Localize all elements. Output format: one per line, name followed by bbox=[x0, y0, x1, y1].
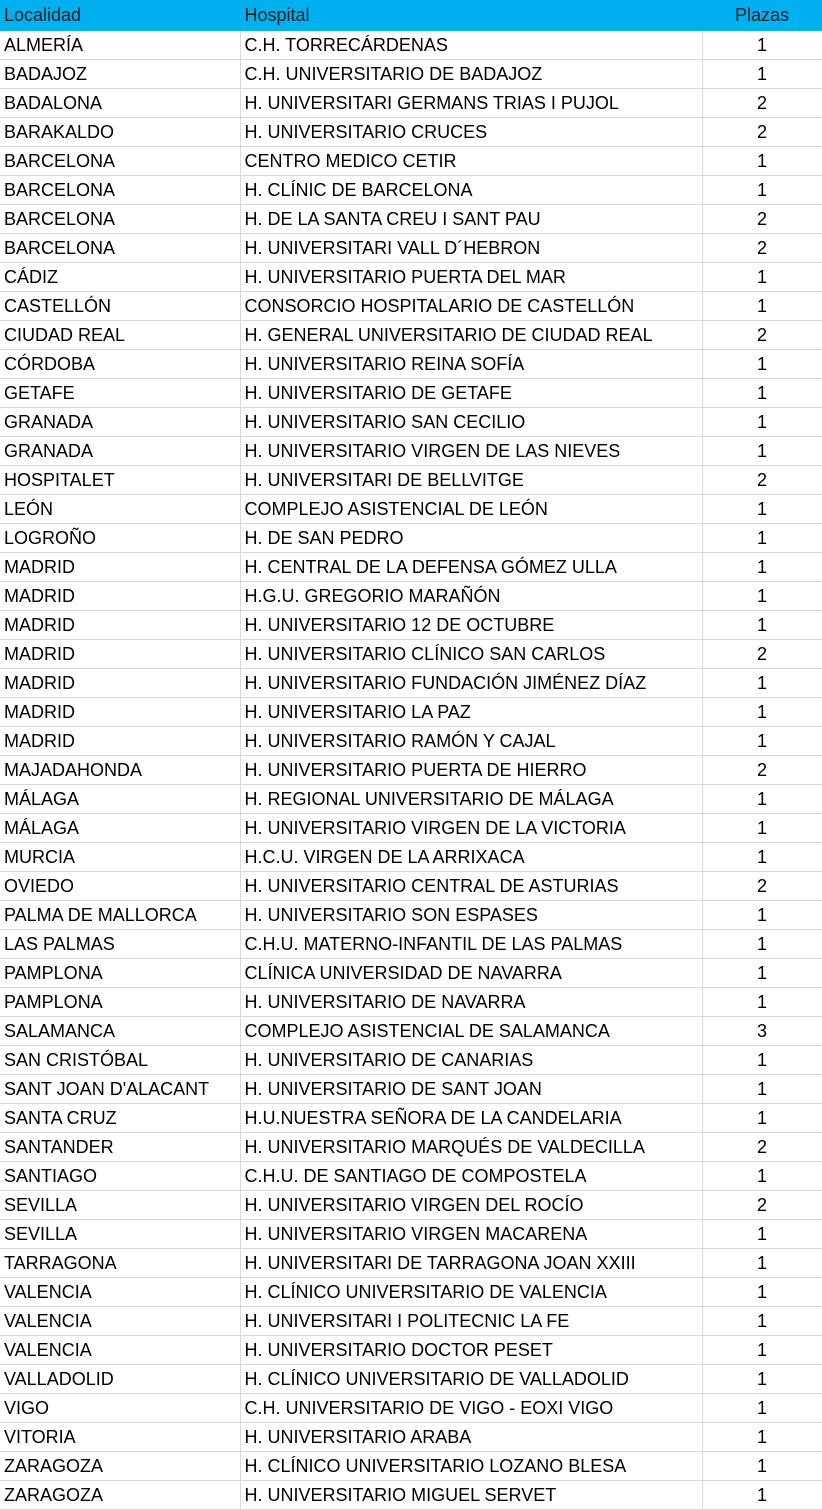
cell-plazas[interactable]: 1 bbox=[702, 1219, 822, 1248]
cell-plazas[interactable]: 1 bbox=[702, 1103, 822, 1132]
cell-hospital[interactable]: COMPLEJO ASISTENCIAL DE SALAMANCA bbox=[240, 1016, 702, 1045]
table-row bbox=[0, 1190, 822, 1219]
cell-plazas[interactable]: 1 bbox=[702, 1393, 822, 1422]
column-header-hospital[interactable]: Hospital bbox=[240, 0, 702, 30]
table-row bbox=[0, 407, 822, 436]
table-row bbox=[0, 668, 822, 697]
table-row bbox=[0, 639, 822, 668]
cell-plazas[interactable]: 1 bbox=[702, 1248, 822, 1277]
cell-localidad[interactable]: SALAMANCA bbox=[0, 1016, 240, 1045]
column-header-localidad[interactable]: Localidad bbox=[0, 0, 240, 30]
cell-plazas[interactable]: 1 bbox=[702, 958, 822, 987]
cell-hospital[interactable]: H. UNIVERSITARI VALL D´HEBRON bbox=[240, 233, 702, 262]
cell-hospital[interactable]: C.H. UNIVERSITARIO DE BADAJOZ bbox=[240, 59, 702, 88]
cell-plazas[interactable]: 1 bbox=[702, 146, 822, 175]
cell-plazas[interactable]: 2 bbox=[702, 233, 822, 262]
cell-hospital[interactable]: H. UNIVERSITARIO FUNDACIÓN JIMÉNEZ DÍAZ bbox=[240, 668, 702, 697]
table-row bbox=[0, 175, 822, 204]
cell-plazas[interactable]: 2 bbox=[702, 639, 822, 668]
cell-plazas[interactable]: 2 bbox=[702, 117, 822, 146]
table-row bbox=[0, 378, 822, 407]
table-row bbox=[0, 320, 822, 349]
header-row bbox=[0, 0, 822, 30]
cell-localidad[interactable]: BARCELONA bbox=[0, 146, 240, 175]
cell-localidad[interactable]: LAS PALMAS bbox=[0, 929, 240, 958]
cell-plazas[interactable]: 1 bbox=[702, 1074, 822, 1103]
table-row bbox=[0, 1016, 822, 1045]
cell-localidad[interactable]: SANTIAGO bbox=[0, 1161, 240, 1190]
cell-hospital[interactable]: H. UNIVERSITARIO DOCTOR PESET bbox=[240, 1335, 702, 1364]
cell-localidad[interactable]: ALMERÍA bbox=[0, 30, 240, 59]
table-row bbox=[0, 1103, 822, 1132]
cell-hospital[interactable]: H. UNIVERSITARIO DE GETAFE bbox=[240, 378, 702, 407]
cell-localidad[interactable]: BADAJOZ bbox=[0, 59, 240, 88]
cell-hospital[interactable]: H. CENTRAL DE LA DEFENSA GÓMEZ ULLA bbox=[240, 552, 702, 581]
cell-hospital[interactable]: H. UNIVERSITARIO DE NAVARRA bbox=[240, 987, 702, 1016]
cell-plazas[interactable]: 1 bbox=[702, 175, 822, 204]
cell-hospital[interactable]: H. UNIVERSITARIO SAN CECILIO bbox=[240, 407, 702, 436]
cell-plazas[interactable]: 1 bbox=[702, 407, 822, 436]
cell-plazas[interactable]: 1 bbox=[702, 900, 822, 929]
cell-hospital[interactable]: H. UNIVERSITARI GERMANS TRIAS I PUJOL bbox=[240, 88, 702, 117]
cell-localidad[interactable]: MADRID bbox=[0, 581, 240, 610]
cell-hospital[interactable]: H. UNIVERSITARIO PUERTA DEL MAR bbox=[240, 262, 702, 291]
cell-localidad[interactable]: ZARAGOZA bbox=[0, 1451, 240, 1480]
cell-plazas[interactable]: 2 bbox=[702, 755, 822, 784]
table-row bbox=[0, 900, 822, 929]
table-row bbox=[0, 929, 822, 958]
cell-localidad[interactable]: MÁLAGA bbox=[0, 813, 240, 842]
cell-localidad[interactable]: BARCELONA bbox=[0, 175, 240, 204]
cell-plazas[interactable]: 1 bbox=[702, 552, 822, 581]
cell-localidad[interactable]: VALENCIA bbox=[0, 1306, 240, 1335]
cell-plazas[interactable]: 2 bbox=[702, 465, 822, 494]
cell-plazas[interactable]: 1 bbox=[702, 262, 822, 291]
cell-hospital[interactable]: C.H. TORRECÁRDENAS bbox=[240, 30, 702, 59]
cell-plazas[interactable]: 1 bbox=[702, 291, 822, 320]
cell-plazas[interactable]: 2 bbox=[702, 320, 822, 349]
cell-hospital[interactable]: H. CLÍNICO UNIVERSITARIO DE VALENCIA bbox=[240, 1277, 702, 1306]
table-row bbox=[0, 204, 822, 233]
table-row bbox=[0, 436, 822, 465]
table-row bbox=[0, 1451, 822, 1480]
cell-localidad[interactable]: MADRID bbox=[0, 552, 240, 581]
table-row bbox=[0, 958, 822, 987]
cell-plazas[interactable]: 1 bbox=[702, 610, 822, 639]
cell-hospital[interactable]: H. DE LA SANTA CREU I SANT PAU bbox=[240, 204, 702, 233]
cell-plazas[interactable]: 1 bbox=[702, 523, 822, 552]
table-row bbox=[0, 465, 822, 494]
cell-hospital[interactable]: H. UNIVERSITARIO VIRGEN DE LAS NIEVES bbox=[240, 436, 702, 465]
cell-plazas[interactable]: 1 bbox=[702, 349, 822, 378]
cell-plazas[interactable]: 1 bbox=[702, 494, 822, 523]
cell-plazas[interactable]: 1 bbox=[702, 1306, 822, 1335]
table-row bbox=[0, 552, 822, 581]
cell-hospital[interactable]: H. UNIVERSITARI DE BELLVITGE bbox=[240, 465, 702, 494]
cell-hospital[interactable]: H. UNIVERSITARI DE TARRAGONA JOAN XXIII bbox=[240, 1248, 702, 1277]
table-row bbox=[0, 871, 822, 900]
table-row bbox=[0, 1422, 822, 1451]
cell-localidad[interactable]: OVIEDO bbox=[0, 871, 240, 900]
cell-localidad[interactable]: LEÓN bbox=[0, 494, 240, 523]
cell-hospital[interactable]: H. UNIVERSITARIO LA PAZ bbox=[240, 697, 702, 726]
table-row bbox=[0, 726, 822, 755]
table-row bbox=[0, 581, 822, 610]
cell-plazas[interactable]: 1 bbox=[702, 784, 822, 813]
cell-localidad[interactable]: GETAFE bbox=[0, 378, 240, 407]
cell-plazas[interactable]: 1 bbox=[702, 1045, 822, 1074]
table-row bbox=[0, 1161, 822, 1190]
cell-hospital[interactable]: CONSORCIO HOSPITALARIO DE CASTELLÓN bbox=[240, 291, 702, 320]
cell-localidad[interactable]: MADRID bbox=[0, 610, 240, 639]
cell-localidad[interactable]: SAN CRISTÓBAL bbox=[0, 1045, 240, 1074]
cell-localidad[interactable]: SEVILLA bbox=[0, 1219, 240, 1248]
table-row bbox=[0, 1277, 822, 1306]
cell-hospital[interactable]: C.H. UNIVERSITARIO DE VIGO - EOXI VIGO bbox=[240, 1393, 702, 1422]
table-row bbox=[0, 813, 822, 842]
table-row bbox=[0, 755, 822, 784]
cell-localidad[interactable]: CÁDIZ bbox=[0, 262, 240, 291]
cell-hospital[interactable]: H. UNIVERSITARIO MIGUEL SERVET bbox=[240, 1480, 702, 1509]
cell-plazas[interactable]: 2 bbox=[702, 88, 822, 117]
table-row bbox=[0, 262, 822, 291]
cell-localidad[interactable]: TARRAGONA bbox=[0, 1248, 240, 1277]
column-header-plazas[interactable]: Plazas bbox=[702, 0, 822, 30]
cell-hospital[interactable]: H. GENERAL UNIVERSITARIO DE CIUDAD REAL bbox=[240, 320, 702, 349]
cell-localidad[interactable]: MÁLAGA bbox=[0, 784, 240, 813]
cell-plazas[interactable]: 1 bbox=[702, 1451, 822, 1480]
table-body bbox=[0, 30, 822, 1509]
cell-localidad[interactable]: MADRID bbox=[0, 668, 240, 697]
cell-localidad[interactable]: PAMPLONA bbox=[0, 987, 240, 1016]
cell-plazas[interactable]: 1 bbox=[702, 726, 822, 755]
cell-hospital[interactable]: H. UNIVERSITARIO CLÍNICO SAN CARLOS bbox=[240, 639, 702, 668]
cell-localidad[interactable]: MURCIA bbox=[0, 842, 240, 871]
cell-hospital[interactable]: C.H.U. DE SANTIAGO DE COMPOSTELA bbox=[240, 1161, 702, 1190]
cell-localidad[interactable]: VALENCIA bbox=[0, 1277, 240, 1306]
cell-plazas[interactable]: 1 bbox=[702, 1161, 822, 1190]
cell-localidad[interactable]: HOSPITALET bbox=[0, 465, 240, 494]
table-row bbox=[0, 291, 822, 320]
cell-localidad[interactable]: CÓRDOBA bbox=[0, 349, 240, 378]
cell-plazas[interactable]: 1 bbox=[702, 697, 822, 726]
cell-hospital[interactable]: H. CLÍNICO UNIVERSITARIO LOZANO BLESA bbox=[240, 1451, 702, 1480]
cell-plazas[interactable]: 1 bbox=[702, 1422, 822, 1451]
cell-localidad[interactable]: PALMA DE MALLORCA bbox=[0, 900, 240, 929]
table-row bbox=[0, 1045, 822, 1074]
cell-localidad[interactable]: ZARAGOZA bbox=[0, 1480, 240, 1509]
cell-localidad[interactable]: BARCELONA bbox=[0, 233, 240, 262]
cell-hospital[interactable]: H. UNIVERSITARIO VIRGEN MACARENA bbox=[240, 1219, 702, 1248]
cell-hospital[interactable]: H.G.U. GREGORIO MARAÑÓN bbox=[240, 581, 702, 610]
table-row bbox=[0, 1480, 822, 1509]
cell-plazas[interactable]: 1 bbox=[702, 436, 822, 465]
table-row bbox=[0, 1393, 822, 1422]
cell-plazas[interactable]: 2 bbox=[702, 1132, 822, 1161]
table-row bbox=[0, 697, 822, 726]
table-row bbox=[0, 987, 822, 1016]
cell-plazas[interactable]: 2 bbox=[702, 871, 822, 900]
cell-hospital[interactable]: H. UNIVERSITARI I POLITECNIC LA FE bbox=[240, 1306, 702, 1335]
cell-plazas[interactable]: 1 bbox=[702, 30, 822, 59]
cell-hospital[interactable]: H. DE SAN PEDRO bbox=[240, 523, 702, 552]
table-row bbox=[0, 30, 822, 59]
cell-hospital[interactable]: H. CLÍNIC DE BARCELONA bbox=[240, 175, 702, 204]
cell-plazas[interactable]: 2 bbox=[702, 204, 822, 233]
cell-hospital[interactable]: CLÍNICA UNIVERSIDAD DE NAVARRA bbox=[240, 958, 702, 987]
cell-plazas[interactable]: 1 bbox=[702, 1335, 822, 1364]
cell-localidad[interactable]: MADRID bbox=[0, 639, 240, 668]
cell-localidad[interactable]: GRANADA bbox=[0, 436, 240, 465]
cell-plazas[interactable]: 2 bbox=[702, 1190, 822, 1219]
table-header bbox=[0, 0, 822, 30]
cell-hospital[interactable]: H. UNIVERSITARIO DE CANARIAS bbox=[240, 1045, 702, 1074]
cell-localidad[interactable]: MAJADAHONDA bbox=[0, 755, 240, 784]
cell-plazas[interactable]: 1 bbox=[702, 1364, 822, 1393]
cell-hospital[interactable]: H. UNIVERSITARIO 12 DE OCTUBRE bbox=[240, 610, 702, 639]
cell-localidad[interactable]: PAMPLONA bbox=[0, 958, 240, 987]
table-row bbox=[0, 146, 822, 175]
cell-hospital[interactable]: H. UNIVERSITARIO CRUCES bbox=[240, 117, 702, 146]
cell-localidad[interactable]: MADRID bbox=[0, 726, 240, 755]
cell-localidad[interactable]: CASTELLÓN bbox=[0, 291, 240, 320]
table-row bbox=[0, 117, 822, 146]
cell-plazas[interactable]: 1 bbox=[702, 1480, 822, 1509]
table-row bbox=[0, 1364, 822, 1393]
table-row bbox=[0, 1248, 822, 1277]
cell-plazas[interactable]: 1 bbox=[702, 581, 822, 610]
table-row bbox=[0, 59, 822, 88]
cell-localidad[interactable]: GRANADA bbox=[0, 407, 240, 436]
cell-localidad[interactable]: VALENCIA bbox=[0, 1335, 240, 1364]
cell-localidad[interactable]: LOGROÑO bbox=[0, 523, 240, 552]
cell-plazas[interactable]: 1 bbox=[702, 378, 822, 407]
cell-localidad[interactable]: BARCELONA bbox=[0, 204, 240, 233]
cell-localidad[interactable]: BARAKALDO bbox=[0, 117, 240, 146]
table-row bbox=[0, 1219, 822, 1248]
cell-localidad[interactable]: SANTANDER bbox=[0, 1132, 240, 1161]
cell-hospital[interactable]: H. UNIVERSITARIO RAMÓN Y CAJAL bbox=[240, 726, 702, 755]
table-row bbox=[0, 784, 822, 813]
table-row bbox=[0, 842, 822, 871]
cell-localidad[interactable]: VITORIA bbox=[0, 1422, 240, 1451]
cell-hospital[interactable]: COMPLEJO ASISTENCIAL DE LEÓN bbox=[240, 494, 702, 523]
cell-hospital[interactable]: H. UNIVERSITARIO PUERTA DE HIERRO bbox=[240, 755, 702, 784]
table-row bbox=[0, 349, 822, 378]
cell-localidad[interactable]: CIUDAD REAL bbox=[0, 320, 240, 349]
cell-localidad[interactable]: SANT JOAN D'ALACANT bbox=[0, 1074, 240, 1103]
cell-localidad[interactable]: MADRID bbox=[0, 697, 240, 726]
cell-hospital[interactable]: H. UNIVERSITARIO ARABA bbox=[240, 1422, 702, 1451]
cell-plazas[interactable]: 1 bbox=[702, 842, 822, 871]
cell-localidad[interactable]: SEVILLA bbox=[0, 1190, 240, 1219]
cell-plazas[interactable]: 1 bbox=[702, 1277, 822, 1306]
table-row bbox=[0, 233, 822, 262]
cell-hospital[interactable]: H. UNIVERSITARIO REINA SOFÍA bbox=[240, 349, 702, 378]
table-row bbox=[0, 523, 822, 552]
table-row bbox=[0, 88, 822, 117]
cell-plazas[interactable]: 1 bbox=[702, 929, 822, 958]
table-row bbox=[0, 1074, 822, 1103]
cell-plazas[interactable]: 1 bbox=[702, 813, 822, 842]
cell-hospital[interactable]: H.C.U. VIRGEN DE LA ARRIXACA bbox=[240, 842, 702, 871]
table-row bbox=[0, 1335, 822, 1364]
table-row bbox=[0, 1306, 822, 1335]
cell-localidad[interactable]: VIGO bbox=[0, 1393, 240, 1422]
cell-hospital[interactable]: H. CLÍNICO UNIVERSITARIO DE VALLADOLID bbox=[240, 1364, 702, 1393]
cell-hospital[interactable]: H. UNIVERSITARIO VIRGEN DEL ROCÍO bbox=[240, 1190, 702, 1219]
cell-localidad[interactable]: SANTA CRUZ bbox=[0, 1103, 240, 1132]
cell-hospital[interactable]: CENTRO MEDICO CETIR bbox=[240, 146, 702, 175]
cell-hospital[interactable]: H.U.NUESTRA SEÑORA DE LA CANDELARIA bbox=[240, 1103, 702, 1132]
cell-plazas[interactable]: 1 bbox=[702, 59, 822, 88]
cell-hospital[interactable]: H. REGIONAL UNIVERSITARIO DE MÁLAGA bbox=[240, 784, 702, 813]
cell-hospital[interactable]: H. UNIVERSITARIO VIRGEN DE LA VICTORIA bbox=[240, 813, 702, 842]
cell-hospital[interactable]: H. UNIVERSITARIO MARQUÉS DE VALDECILLA bbox=[240, 1132, 702, 1161]
table-row bbox=[0, 1132, 822, 1161]
cell-hospital[interactable]: C.H.U. MATERNO-INFANTIL DE LAS PALMAS bbox=[240, 929, 702, 958]
cell-hospital[interactable]: H. UNIVERSITARIO DE SANT JOAN bbox=[240, 1074, 702, 1103]
cell-hospital[interactable]: H. UNIVERSITARIO CENTRAL DE ASTURIAS bbox=[240, 871, 702, 900]
cell-localidad[interactable]: VALLADOLID bbox=[0, 1364, 240, 1393]
table-row bbox=[0, 610, 822, 639]
table-row bbox=[0, 494, 822, 523]
cell-plazas[interactable]: 1 bbox=[702, 668, 822, 697]
cell-hospital[interactable]: H. UNIVERSITARIO SON ESPASES bbox=[240, 900, 702, 929]
cell-plazas[interactable]: 3 bbox=[702, 1016, 822, 1045]
cell-localidad[interactable]: BADALONA bbox=[0, 88, 240, 117]
cell-plazas[interactable]: 1 bbox=[702, 987, 822, 1016]
